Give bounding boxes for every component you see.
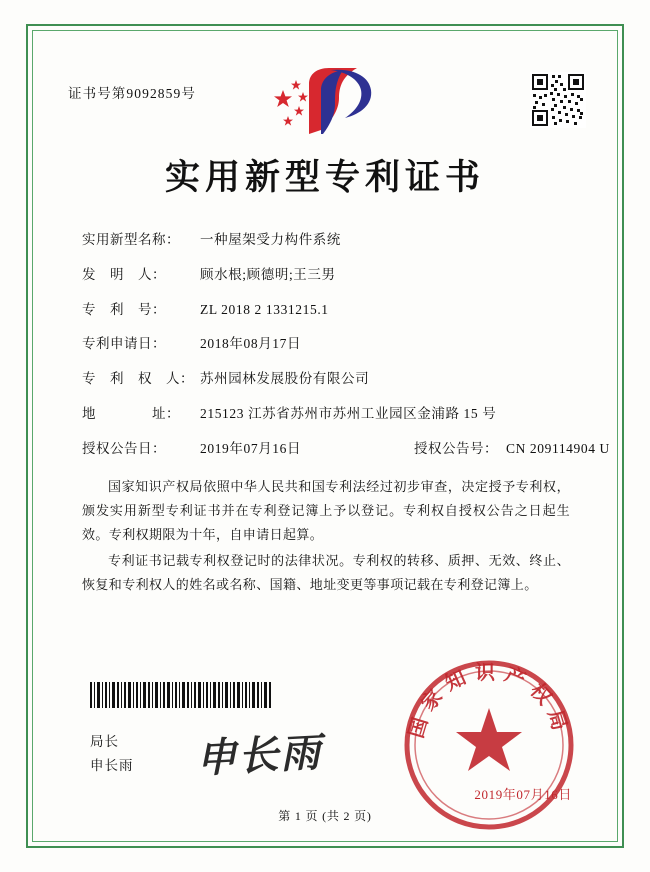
field-label: 专 利 号： [82, 301, 166, 317]
page-footer: 第 1 页 (共 2 页) [278, 809, 372, 823]
paragraph-1: 国家知识产权局依照中华人民共和国专利法经过初步审查，决定授予专利权，颁发实用新型专利证书并在专利登记簿上予以登记。专利权自授权公告之日起生效。专利权期限为十年，自申请日起算。 [82, 478, 570, 542]
field-value: 一种屋架受力构件系统 [200, 232, 341, 247]
field-label: 地 址： [82, 405, 180, 421]
field-row-inventors [82, 265, 580, 285]
field-label-grant-date: 授权公告日： [82, 440, 166, 456]
signatory-name: 申长雨 [90, 757, 134, 773]
field-value-grant-date: 2019年07月16日 [200, 440, 302, 456]
field-row-patentee [82, 369, 580, 389]
field-row-address [82, 404, 580, 424]
seal-date: 2019年07月16日 [474, 787, 572, 802]
paragraph-2: 专利证书记载专利权登记时的法律状况。专利权的转移、质押、无效、终止、恢复和专利权人的姓名或名称、国籍、地址变更等事项记载在专利登记簿上。 [82, 552, 570, 592]
cnipa-logo-icon [265, 64, 385, 138]
field-row-application-date [82, 334, 580, 354]
field-label: 发 明 人： [82, 266, 166, 282]
field-value: 215123 江苏省苏州市苏州工业园区金浦路 15 号 [200, 405, 497, 421]
certificate-fields [46, 230, 610, 459]
certificate-number: 证书号第9092859号 [68, 86, 196, 101]
certificate-content [46, 44, 610, 828]
certificate-header [46, 44, 604, 140]
qr-code-icon [530, 72, 586, 128]
handwritten-signature: 申长雨 [195, 729, 324, 782]
svg-text:国家知识产权局: 国家知识产权局 [405, 662, 573, 741]
field-value-grant-number: CN 209114904 U [506, 440, 610, 456]
barcode [90, 682, 272, 708]
signatory-role: 局长 [90, 734, 119, 749]
field-value: 苏州园林发展股份有限公司 [200, 371, 370, 386]
signatory-block [90, 730, 134, 777]
field-value: 2018年08月17日 [200, 336, 302, 352]
field-value: ZL 2018 2 1331215.1 [200, 301, 329, 317]
field-label: 实用新型名称： [82, 232, 180, 247]
field-row-utility-model-name [82, 230, 580, 250]
field-value: 顾水根;顾德明;王三男 [200, 266, 336, 282]
page-title: 实用新型专利证书 [164, 158, 485, 197]
certificate-paragraphs [46, 475, 604, 597]
field-label-grant-number: 授权公告号： [414, 440, 498, 456]
field-label: 专利申请日： [82, 336, 166, 352]
field-label: 专 利 权 人： [82, 371, 194, 386]
field-row-grant-announcement [82, 439, 610, 459]
field-row-patent-number [82, 300, 580, 320]
